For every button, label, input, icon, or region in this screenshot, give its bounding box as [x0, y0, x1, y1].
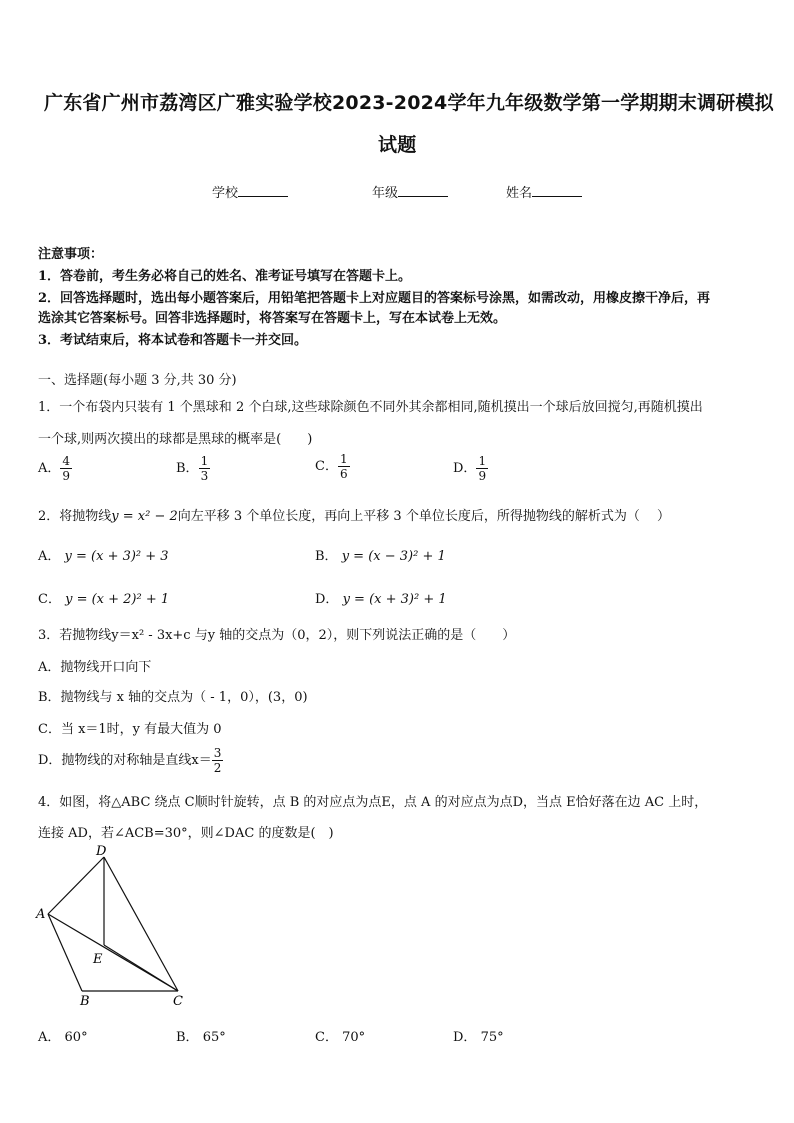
q3-option-a: A．抛物线开口向下 [38, 660, 152, 675]
label-b: B [80, 994, 90, 1009]
question-4-line2: 连接 AD，若∠ACB=30°，则∠DAC 的度数是( ) [38, 826, 334, 841]
school-field [212, 182, 288, 201]
q1-option-b: B． $\frac{1}{3}$ [176, 454, 209, 483]
page-title: 广东省广州市荔湾区广雅实验学校2023-2024学年九年级数学第一学期期末调研模拟 [44, 92, 774, 114]
question-1-line1: 1．一个布袋内只装有 1 个黑球和 2 个白球,这些球除颜色不同外其余都相同,随机摸出一个球后放回搅匀,再随机摸出 [38, 400, 703, 415]
question-3: 3．若抛物线y＝x² - 3x+c 与y 轴的交点为（0，2），则下列说法正确的是（ ） [38, 628, 516, 643]
q2-option-a: A． y = (x + 3)² + 3 [38, 549, 169, 564]
q1-option-a: A． $\frac{4}{9}$ [38, 454, 71, 483]
label-a: A [36, 907, 46, 922]
label-c: C [173, 994, 183, 1009]
q4-option-b: B． 65° [176, 1030, 226, 1045]
q4-option-d: D． 75° [453, 1030, 504, 1045]
q4-option-a: A． 60° [38, 1030, 88, 1045]
q4-option-c: C． 70° [315, 1030, 366, 1045]
page-title-line2: 试题 [378, 134, 417, 156]
segment-ec [104, 945, 178, 991]
name-field [506, 182, 582, 201]
segment-ad [48, 857, 104, 914]
label-d: D [96, 844, 107, 859]
school-label: 学校 [212, 186, 239, 201]
geometry-figure [30, 840, 200, 1010]
notice-item: 2．回答选择题时，选出每小题答案后，用铅笔把答题卡上对应题目的答案标号涂黑，如需改动，用橡皮擦干净后，再 [38, 291, 711, 306]
section-heading: 一、选择题(每小题 3 分,共 30 分) [38, 373, 237, 388]
segment-ab [48, 914, 82, 991]
question-2: 2．将抛物线y = x² − 2向左平移 3 个单位长度，再向上平移 3 个单位长度后，所得抛物线的解析式为（ ） [38, 509, 670, 524]
q2-option-b: B． y = (x − 3)² + 1 [315, 549, 446, 564]
question-4-line1: 4．如图，将△ABC 绕点 C顺时针旋转，点 B 的对应点为点E，点 A 的对应点为点D，当点 E恰好落在边 AC 上时， [38, 795, 708, 810]
school-blank [238, 184, 288, 197]
notice-heading: 注意事项： [38, 247, 104, 262]
q2-option-c: C． y = (x + 2)² + 1 [38, 592, 170, 607]
segment-dc [104, 857, 178, 991]
grade-field [372, 182, 448, 201]
name-blank [532, 184, 582, 197]
q2-option-d: D． y = (x + 3)² + 1 [315, 592, 447, 607]
grade-label: 年级 [372, 186, 399, 201]
q1-option-c: C． $\frac{1}{6}$ [315, 452, 348, 481]
grade-blank [398, 184, 448, 197]
q3-option-d: D．抛物线的对称轴是直线x＝ $\frac{3}{2}$ [38, 746, 222, 775]
notice-item: 3．考试结束后，将本试卷和答题卡一并交回。 [38, 333, 308, 348]
question-1-line2: 一个球,则两次摸出的球都是黑球的概率是( ) [38, 432, 313, 447]
name-label: 姓名 [506, 186, 533, 201]
q3-option-b: B．抛物线与 x 轴的交点为（ - 1，0），(3，0) [38, 690, 308, 705]
q3-option-c: C．当 x＝1时，y 有最大值为 0 [38, 722, 222, 737]
label-e: E [93, 952, 103, 967]
notice-item: 选涂其它答案标号。回答非选择题时，将答案写在答题卡上，写在本试卷上无效。 [38, 311, 507, 326]
notice-item: 1．答卷前，考生务必将自己的姓名、准考证号填写在答题卡上。 [38, 269, 412, 284]
q1-option-d: D． $\frac{1}{9}$ [453, 454, 487, 483]
